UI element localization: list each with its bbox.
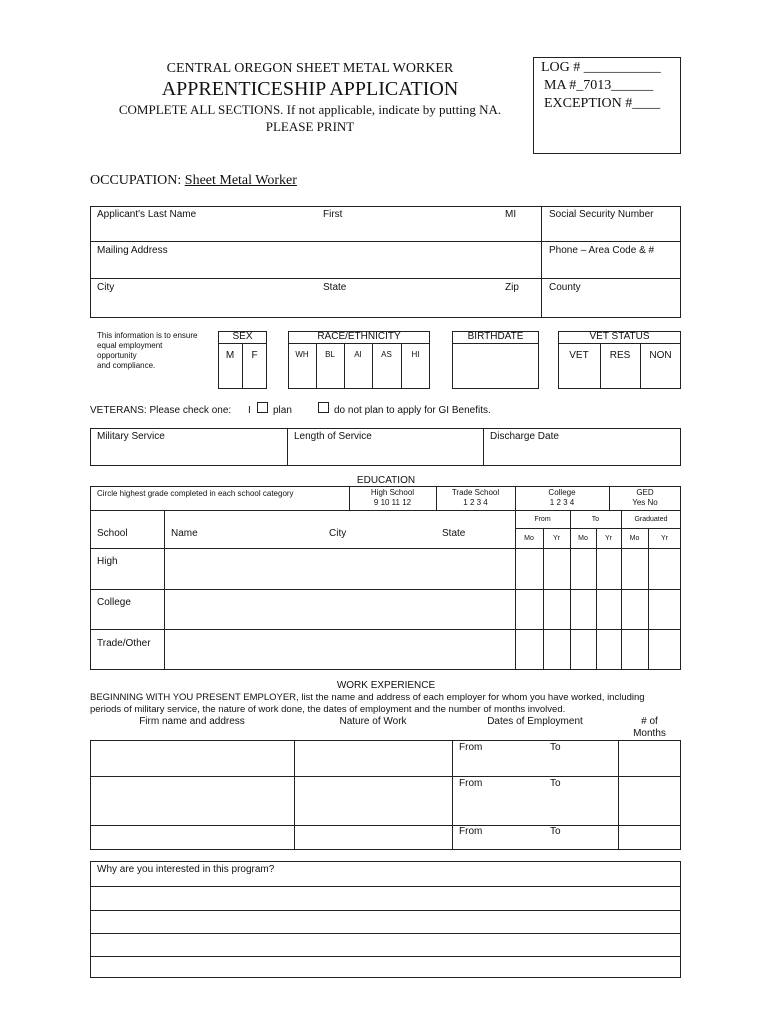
to-mo: Mo [578, 535, 588, 542]
exception-number[interactable]: EXCEPTION #____ [544, 96, 661, 111]
grad-yr: Yr [661, 535, 668, 542]
firm-header: Firm name and address [139, 716, 245, 727]
ma-number[interactable]: MA #_7013______ [544, 78, 654, 93]
applicant-section [90, 206, 681, 318]
occupation [90, 173, 297, 189]
to-yr: Yr [605, 535, 612, 542]
months-header-2: Months [633, 728, 666, 739]
work-title: WORK EXPERIENCE [336, 680, 436, 691]
mailing-address-field[interactable]: Mailing Address [97, 245, 168, 256]
months-header-1: # of [641, 716, 658, 727]
work-row-1-to[interactable]: To [550, 742, 561, 753]
trade-school-label: Trade School [451, 488, 500, 497]
education-row-trade[interactable]: Trade/Other [97, 638, 151, 649]
name-header: Name [171, 528, 198, 539]
no-plan-checkbox[interactable] [318, 402, 329, 413]
city-field[interactable]: City [97, 282, 115, 293]
education-title: EDUCATION [356, 475, 416, 486]
interest-question: Why are you interested in this program? [97, 864, 275, 875]
occupation-value: Sheet Metal Worker [184, 173, 297, 188]
race-title: RACE/ETHNICITY [317, 331, 401, 342]
non-option[interactable]: NON [649, 350, 672, 361]
first-name-field[interactable]: First [323, 209, 343, 220]
zip-field[interactable]: Zip [505, 282, 519, 293]
no-plan-label: do not plan to apply for GI Benefits. [334, 405, 491, 416]
work-row-1-from[interactable]: From [459, 742, 483, 753]
vet-option[interactable]: VET [569, 350, 589, 361]
res-option[interactable]: RES [609, 350, 631, 361]
military-service-field[interactable]: Military Service [97, 431, 165, 442]
vet-status-title: VET STATUS [589, 331, 650, 342]
from-label: From [534, 516, 551, 523]
sex-m[interactable]: M [225, 350, 235, 361]
last-name-field[interactable]: Applicant's Last Name [97, 209, 197, 220]
interest-section[interactable] [90, 861, 681, 978]
work-row-2-from[interactable]: From [459, 778, 483, 789]
high-school-label: High School [370, 488, 415, 497]
race-hi[interactable]: HI [411, 350, 420, 359]
please-print: PLEASE PRINT [265, 119, 355, 134]
trade-school-grades[interactable]: 1 2 3 4 [463, 498, 488, 507]
school-header: School [97, 528, 128, 539]
to-label: To [591, 516, 600, 523]
ssn-field[interactable]: Social Security Number [549, 209, 654, 220]
state-header: State [442, 528, 466, 539]
military-section [90, 428, 681, 466]
circle-grade-instruction: Circle highest grade completed in each school category [97, 489, 294, 498]
veterans-i: I [248, 405, 251, 416]
length-of-service-field[interactable]: Length of Service [294, 431, 372, 442]
work-table [90, 740, 681, 850]
from-mo: Mo [524, 535, 534, 542]
discharge-date-field[interactable]: Discharge Date [490, 431, 559, 442]
graduated-label: Graduated [634, 516, 668, 523]
state-field[interactable]: State [323, 282, 347, 293]
instructions: COMPLETE ALL SECTIONS. If not applicable, indicate by putting NA. [118, 102, 502, 117]
eeo-note: This information is to ensure equal employment opportunity and compliance. [97, 331, 198, 370]
race-as[interactable]: AS [381, 350, 392, 359]
nature-header: Nature of Work [339, 716, 407, 727]
plan-label: plan [273, 405, 292, 416]
work-row-3-to[interactable]: To [550, 826, 561, 837]
work-row-2-to[interactable]: To [550, 778, 561, 789]
work-instructions-2: periods of military service, the nature of work done, the dates of employment and the number of months involved. [90, 704, 566, 715]
mi-field[interactable]: MI [505, 209, 517, 220]
race-bl[interactable]: BL [325, 350, 335, 359]
birthdate-title: BIRTHDATE [467, 331, 524, 342]
college-grades[interactable]: 1 2 3 4 [549, 498, 575, 507]
education-row-college[interactable]: College [97, 597, 131, 608]
from-yr: Yr [553, 535, 560, 542]
log-number[interactable]: LOG # ___________ [541, 60, 661, 75]
education-section [90, 486, 681, 670]
work-row-3-from[interactable]: From [459, 826, 483, 837]
high-school-grades[interactable]: 9 10 11 12 [373, 498, 412, 507]
form-title: APPRENTICESHIP APPLICATION [161, 78, 459, 100]
race-wh[interactable]: WH [295, 350, 309, 359]
occupation-label: OCCUPATION: [90, 173, 185, 188]
org-name: CENTRAL OREGON SHEET METAL WORKER [166, 61, 454, 76]
plan-checkbox[interactable] [257, 402, 268, 413]
college-label: College [548, 488, 576, 497]
sex-f[interactable]: F [251, 350, 258, 361]
ged-label: GED [636, 488, 654, 497]
ged-options[interactable]: Yes No [632, 498, 658, 507]
dates-header: Dates of Employment [487, 716, 583, 727]
city-header: City [329, 528, 347, 539]
veterans-label: VETERANS: Please check one: [90, 405, 232, 416]
sex-title: SEX [232, 331, 253, 342]
county-field[interactable]: County [549, 282, 581, 293]
phone-field[interactable]: Phone – Area Code & # [549, 245, 655, 256]
race-ai[interactable]: AI [354, 350, 362, 359]
grad-mo: Mo [629, 535, 640, 542]
work-instructions-1: BEGINNING WITH YOU PRESENT EMPLOYER, list the name and address of each employer for whom you have worked, including [90, 692, 645, 703]
education-row-high[interactable]: High [97, 556, 118, 567]
